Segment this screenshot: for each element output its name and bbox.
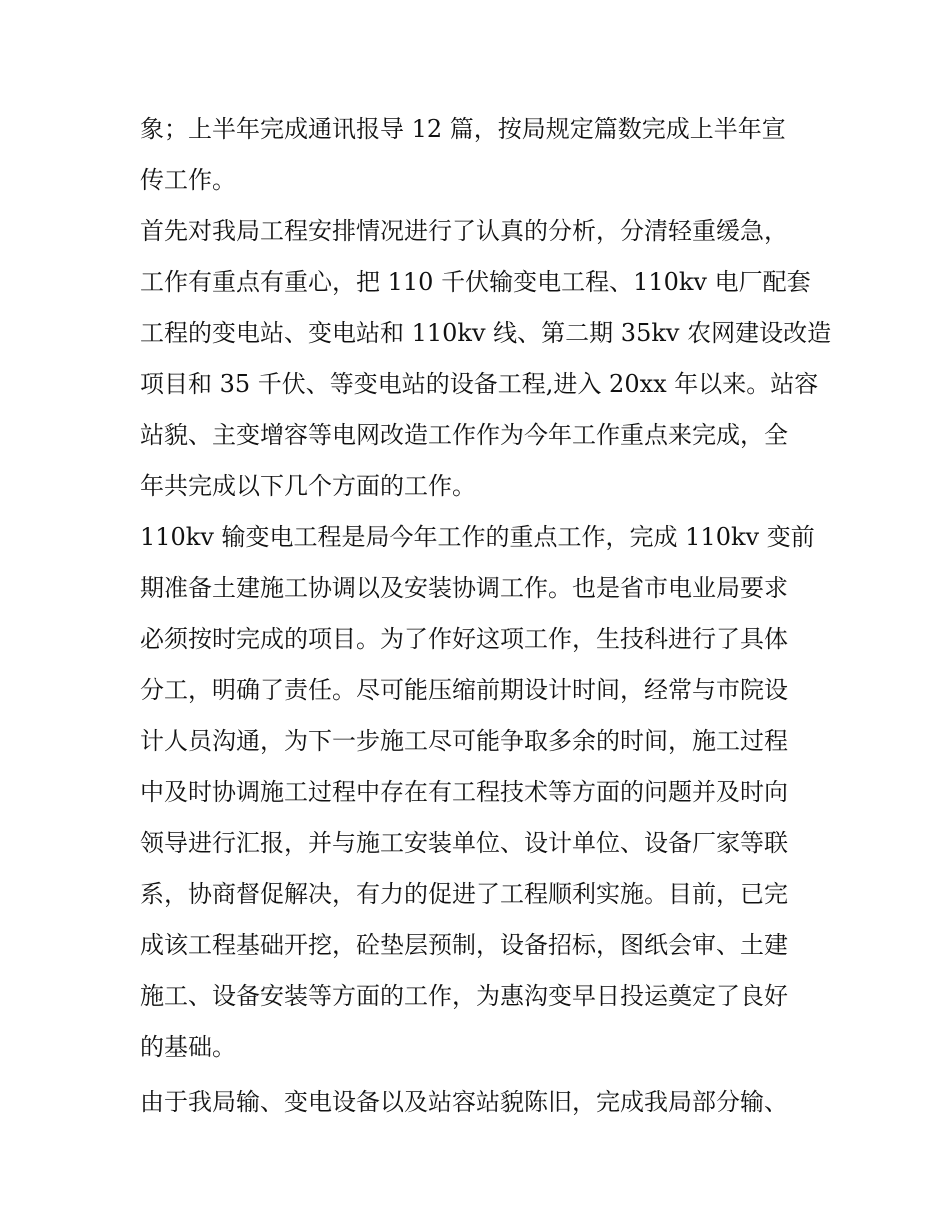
paragraph-1	[140, 104, 820, 206]
document-body	[140, 104, 832, 1128]
text-line: 站貌、主变增容等电网改造工作作为今年工作重点来完成，全	[140, 421, 788, 449]
text-line: 象；上半年完成通讯报导 12 篇，按局规定篇数完成上半年宣	[140, 115, 786, 143]
text-line: 领导进行汇报，并与施工安装单位、设计单位、设备厂家等联	[140, 829, 788, 857]
text-line: 计人员沟通，为下一步施工尽可能争取多余的时间，施工过程	[140, 727, 788, 755]
text-line: 成该工程基础开挖，砼垫层预制，设备招标，图纸会审、土建	[140, 931, 788, 959]
text-line: 施工、设备安装等方面的工作，为惠沟变早日投运奠定了良好	[140, 982, 788, 1010]
paragraph-2	[140, 206, 832, 512]
text-line: 首先对我局工程安排情况进行了认真的分析，分清轻重缓急，	[140, 217, 788, 245]
text-line: 由于我局输、变电设备以及站容站貌陈旧，完成我局部分输、	[140, 1088, 788, 1116]
paragraph-4	[140, 1077, 820, 1128]
text-line: 系，协商督促解决，有力的促进了工程顺利实施。目前，已完	[140, 880, 788, 908]
text-line: 的基础。	[140, 1033, 236, 1061]
text-line: 必须按时完成的项目。为了作好这项工作，生技科进行了具体	[140, 625, 788, 653]
text-line: 传工作。	[140, 166, 236, 194]
text-line: 分工，明确了责任。尽可能压缩前期设计时间，经常与市院设	[140, 676, 788, 704]
text-line: 中及时协调施工过程中存在有工程技术等方面的问题并及时向	[140, 778, 788, 806]
text-line: 工作有重点有重心，把 110 千伏输变电工程、110kv 电厂配套	[140, 268, 811, 296]
text-line: 工程的变电站、变电站和 110kv 线、第二期 35kv 农网建设改造	[140, 319, 832, 347]
paragraph-3	[140, 512, 820, 1073]
text-line: 期准备土建施工协调以及安装协调工作。也是省市电业局要求	[140, 574, 788, 602]
text-line: 项目和 35 千伏、等变电站的设备工程,进入 20xx 年以来。站容	[140, 370, 819, 398]
text-line: 110kv 输变电工程是局今年工作的重点工作，完成 110kv 变前	[140, 523, 815, 551]
text-line: 年共完成以下几个方面的工作。	[140, 472, 476, 500]
